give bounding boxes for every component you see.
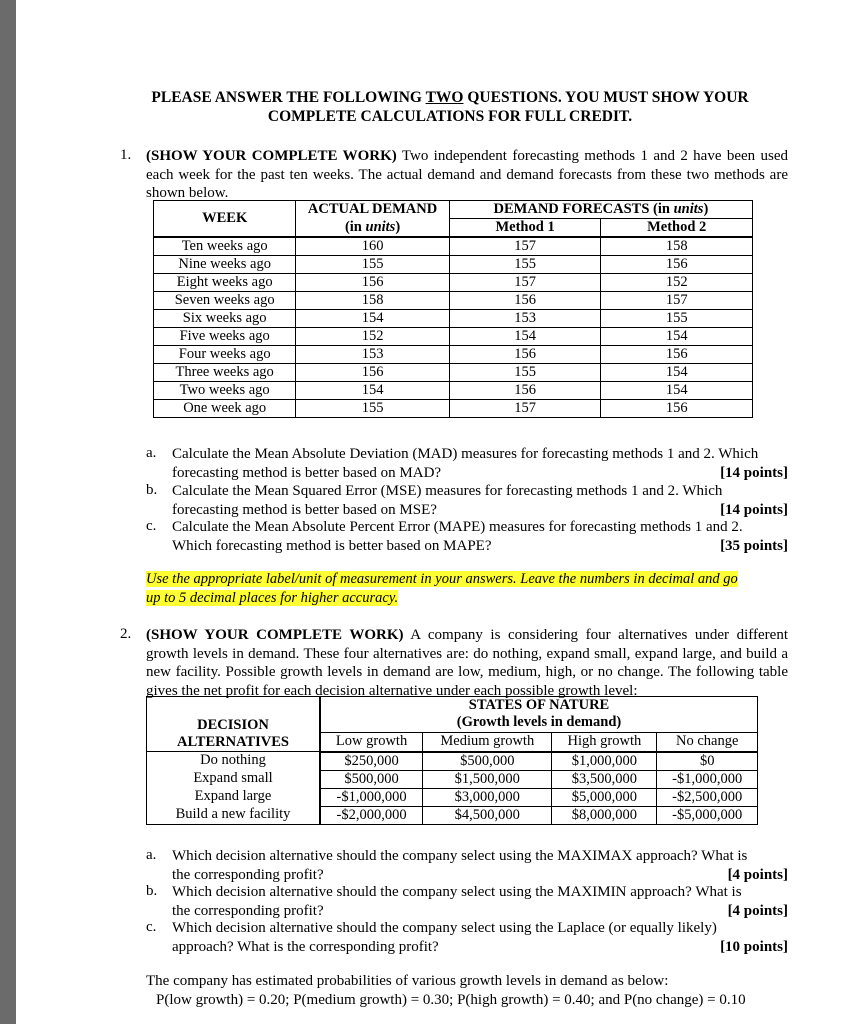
table-row (154, 310, 753, 328)
part-2b: Which decision alternative should the company select using the MAXIMIN approach? What is the corresponding profit? [4 points] (172, 884, 788, 919)
header-states: STATES OF NATURE (320, 697, 758, 715)
method-2-cell: 152 (601, 274, 753, 292)
column-header: High growth (552, 732, 657, 751)
actual-cell: 154 (296, 382, 449, 400)
question-1-text: (SHOW YOUR COMPLETE WORK) Two independent forecasting methods 1 and 2 have been used each week for the past ten weeks. The actual demand and demand forecasts from these two methods are shown below. (146, 148, 789, 201)
alternative-name: Do nothing (147, 752, 321, 771)
alternative-name: Expand small (147, 770, 321, 788)
table-row (147, 770, 758, 788)
column-header: Medium growth (423, 732, 552, 751)
payoff-cell: -$2,500,000 (657, 788, 758, 806)
table-row (154, 274, 753, 292)
alternative-name: Build a new facility (147, 806, 321, 824)
method-1-cell: 157 (449, 274, 601, 292)
table-row (154, 237, 753, 256)
part-1b: Calculate the Mean Squared Error (MSE) measures for forecasting methods 1 and 2. Which forecasting method is better based on MSE? [14 points] (172, 483, 788, 518)
part-1c: Calculate the Mean Absolute Percent Error (MAPE) measures for forecasting methods 1 and 2. Which forecasting method is better based on MAPE? [35 points] (172, 519, 788, 554)
payoff-cell: $3,000,000 (423, 788, 552, 806)
method-1-cell: 154 (449, 328, 601, 346)
table-row (154, 292, 753, 310)
method-2-cell: 158 (601, 237, 753, 256)
probabilities-text: The company has estimated probabilities of various growth levels in demand as below: P(low growth) = 0.20; P(medium growth) = 0.30; P(high growth) = 0.40; and P(no change) = 0.10 (146, 973, 746, 1008)
table-row (154, 400, 753, 418)
actual-cell: 155 (296, 400, 449, 418)
header-method-1: Method 1 (449, 219, 601, 238)
question-2-number: 2. (120, 626, 132, 642)
payoff-cell: $3,500,000 (552, 770, 657, 788)
header-forecasts: DEMAND FORECASTS (in units) (449, 201, 752, 219)
week-cell: Two weeks ago (154, 382, 296, 400)
alternative-name: Expand large (147, 788, 321, 806)
actual-cell: 155 (296, 256, 449, 274)
left-gutter (0, 0, 16, 1024)
payoff-cell: $500,000 (423, 752, 552, 771)
header-week: WEEK (154, 201, 296, 238)
method-1-cell: 153 (449, 310, 601, 328)
method-2-cell: 156 (601, 256, 753, 274)
column-header: No change (657, 732, 758, 751)
question-2-text: (SHOW YOUR COMPLETE WORK) A company is considering four alternatives under different growth levels in demand. These four alternatives are: do nothing, expand small, expand large, and build a new facility. Possible growth levels in demand are low, medium, high, or no change. The following table gives the net profit for each decision alternative under each possible growth level: (146, 627, 788, 699)
method-2-cell: 156 (601, 346, 753, 364)
forecast-table (153, 200, 753, 418)
part-1a: Calculate the Mean Absolute Deviation (MAD) measures for forecasting methods 1 and 2. Which forecasting method is better based on MAD? [14 points] (172, 446, 788, 481)
part-2a: Which decision alternative should the company select using the MAXIMAX approach? What is the corresponding profit? [4 points] (172, 848, 788, 883)
table-row (147, 788, 758, 806)
actual-cell: 160 (296, 237, 449, 256)
payoff-cell: $5,000,000 (552, 788, 657, 806)
week-cell: Ten weeks ago (154, 237, 296, 256)
method-2-cell: 155 (601, 310, 753, 328)
payoff-cell: $8,000,000 (552, 806, 657, 824)
column-header: Low growth (320, 732, 423, 751)
payoff-cell: $250,000 (320, 752, 423, 771)
method-2-cell: 157 (601, 292, 753, 310)
week-cell: Nine weeks ago (154, 256, 296, 274)
table-row (154, 256, 753, 274)
payoff-cell: -$1,000,000 (320, 788, 423, 806)
method-2-cell: 154 (601, 364, 753, 382)
table-row (154, 364, 753, 382)
method-1-cell: 157 (449, 237, 601, 256)
payoff-cell: -$5,000,000 (657, 806, 758, 824)
method-1-cell: 157 (449, 400, 601, 418)
question-1-number: 1. (120, 147, 132, 163)
actual-cell: 154 (296, 310, 449, 328)
actual-cell: 156 (296, 274, 449, 292)
week-cell: Six weeks ago (154, 310, 296, 328)
payoff-cell: -$1,000,000 (657, 770, 758, 788)
header-actual: ACTUAL DEMAND (296, 201, 449, 219)
method-1-cell: 156 (449, 382, 601, 400)
header-method-2: Method 2 (601, 219, 753, 238)
week-cell: One week ago (154, 400, 296, 418)
method-2-cell: 154 (601, 328, 753, 346)
table-row (147, 752, 758, 771)
week-cell: Seven weeks ago (154, 292, 296, 310)
week-cell: Three weeks ago (154, 364, 296, 382)
part-2c: Which decision alternative should the company select using the Laplace (or equally likely) approach? What is the corresponding profit? [10 points] (172, 920, 788, 955)
payoff-cell: $0 (657, 752, 758, 771)
week-cell: Four weeks ago (154, 346, 296, 364)
payoff-cell: $1,500,000 (423, 770, 552, 788)
header-decision-alternatives: DECISION ALTERNATIVES (147, 697, 321, 752)
payoff-cell: $1,000,000 (552, 752, 657, 771)
table-row (147, 806, 758, 824)
header-actual-units: (in units) (296, 219, 449, 238)
method-1-cell: 155 (449, 364, 601, 382)
method-2-cell: 154 (601, 382, 753, 400)
header-growth-levels: (Growth levels in demand) (320, 714, 758, 732)
payoff-table (146, 696, 758, 825)
week-cell: Eight weeks ago (154, 274, 296, 292)
actual-cell: 153 (296, 346, 449, 364)
method-2-cell: 156 (601, 400, 753, 418)
table-row (154, 346, 753, 364)
table-row (154, 328, 753, 346)
week-cell: Five weeks ago (154, 328, 296, 346)
table-row (154, 382, 753, 400)
method-1-cell: 156 (449, 292, 601, 310)
payoff-cell: $4,500,000 (423, 806, 552, 824)
method-1-cell: 155 (449, 256, 601, 274)
actual-cell: 156 (296, 364, 449, 382)
actual-cell: 158 (296, 292, 449, 310)
instructions-header: PLEASE ANSWER THE FOLLOWING TWO QUESTIONS. YOU MUST SHOW YOUR COMPLETE CALCULATIONS FOR FULL CREDIT. (151, 89, 749, 125)
method-1-cell: 156 (449, 346, 601, 364)
payoff-cell: $500,000 (320, 770, 423, 788)
underlined-two: TWO (425, 89, 464, 106)
actual-cell: 152 (296, 328, 449, 346)
highlighted-note: Use the appropriate label/unit of measurement in your answers. Leave the numbers in decimal and go up to 5 decimal places for higher accuracy. (146, 571, 738, 606)
payoff-cell: -$2,000,000 (320, 806, 423, 824)
